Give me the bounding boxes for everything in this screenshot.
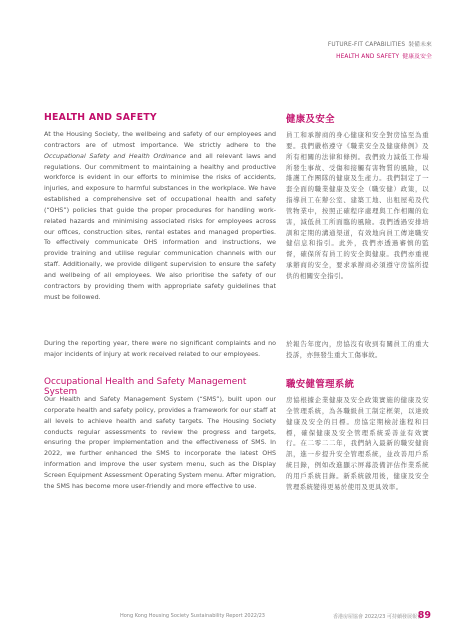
heading-health-safety-en: HEALTH AND SAFETY xyxy=(44,112,157,123)
body-paragraph-1-en xyxy=(44,130,276,304)
para1-zh-text: 員工和承辦商的身心健康和安全對房協至為重要。我們嚴格遵守《職業安全及健康條例》及所有相關的法律和條例。我們致力減低工作場所發生事故、受傷和接觸有害物質的風險，以維護工作團隊的健康及生產力。我們制定了一套全面的職業健康及安全（職安健）政策，以指導員工在辦公室、建築工地、出租屋苑及代管物業中，按照正確程序處理與工作相關的危害，減低員工所面臨的風險。我們透過安排培訓和定期的溝通渠道，有效地向員工傳達職安健信息和指引。此外，我們亦透過審慎的監督，確保所有員工的安全與健康。我們亦重視承辦商的安全，要求承辦商必須遵守房協所提供的相關安全指引。 xyxy=(286,131,429,280)
heading-health-safety-zh: 健康及安全 xyxy=(286,114,335,125)
para2-en-text: During the reporting year, there were no significant complaints and no major incidents of injury at work received related to our employees. xyxy=(44,340,276,358)
section-zh: 健康及安全 xyxy=(402,54,432,60)
heading-ohs-management-zh-block xyxy=(286,376,429,390)
body-paragraph-2-zh xyxy=(286,339,429,361)
heading-ohs-management-en: Occupational Health and Safety Management System xyxy=(44,377,247,397)
body-paragraph-2-en xyxy=(44,339,276,361)
para3-zh-text: 房協根據企業健康及安全政策實施的健康及安全管理系統，為各職級員工制定框架，以達致健康及安全的目標。房協定期檢討進程和目標，確保健康及安全管理系統妥善並有效實行。在二零二二年，我們納入最新的職安健資訊，進一步提升安全管理系統，並改善用戶系統目錄，例如改進顯示屏幕設備評估作業系統的用戶系統目錄。新系統啟用後，健康及安全管理系統變得更易於使用及更具效率。 xyxy=(286,396,429,491)
body-paragraph-1-zh xyxy=(286,130,429,282)
footer-report-title-en: Hong Kong Housing Society Sustainability Report 2022/23 xyxy=(119,613,265,619)
heading-health-safety-en-block xyxy=(44,112,276,123)
running-head-section xyxy=(336,51,432,60)
footer-report-title-zh: 香港房屋協會 2022/23 可持續發展報告 xyxy=(333,614,422,620)
ordinance-name: Occupational Safety and Health Ordinance xyxy=(44,152,187,160)
para1-part-b: and all relevant laws and regulations. Our commitment to maintaining a healthy and productive workforce is evident in our efforts to minimise the risks of accidents, injuries, and exposure to harmful substances in the workplace. We have established a comprehensive set of occupational health and safety (“OHS”) policies that guide the proper procedures for handling work-related hazards and minimising associated risks for employees across our offices, construction sites, rental estates and managed properties. To effectively communicate OHS information and instructions, we provide training and utilise regular communication channels with our staff. Additionally, we provide diligent supervision to ensure the safety and wellbeing of all employees. We also prioritise the safety of our contractors by providing them with appropriate safety guidelines that must be followed. xyxy=(44,152,276,301)
para1-part-a: At the Housing Society, the wellbeing and safety of our employees and contractors are of utmost importance. We strictly adhere to the xyxy=(44,131,276,149)
para3-en-text: Our Health and Safety Management System (“SMS”), built upon our corporate health and safety policy, provides a framework for our staff at all levels to achieve health and safety targets. The Housing Society conducts regular assessments to review the progress and targets, ensuring the proper implementation and the effectiveness of SMS. In 2022, we further enhanced the SMS to incorporate the latest OHS information and improve the user system menu, such as the Display Screen Equipment Assessment Operating System menu. After migration, the SMS has become more user-friendly and more effective to use. xyxy=(44,396,276,490)
chapter-zh: 裝備未來 xyxy=(408,42,432,48)
para2-zh-text: 於報告年度內，房協沒有收到有關員工的重大投訴，亦無發生重大工傷事故。 xyxy=(286,340,429,359)
running-head-chapter xyxy=(328,39,432,48)
page-footer xyxy=(0,610,471,624)
heading-ohs-management-zh: 職安健管理系統 xyxy=(286,379,355,390)
section-en: HEALTH AND SAFETY xyxy=(336,54,400,60)
body-paragraph-3-zh xyxy=(286,395,429,493)
heading-health-safety-zh-block xyxy=(286,111,429,125)
chapter-en: FUTURE-FIT CAPABILITIES xyxy=(327,42,406,48)
heading-ohs-management-en-block xyxy=(44,377,276,397)
body-paragraph-3-en xyxy=(44,395,276,493)
page-number: 89 xyxy=(417,610,431,621)
